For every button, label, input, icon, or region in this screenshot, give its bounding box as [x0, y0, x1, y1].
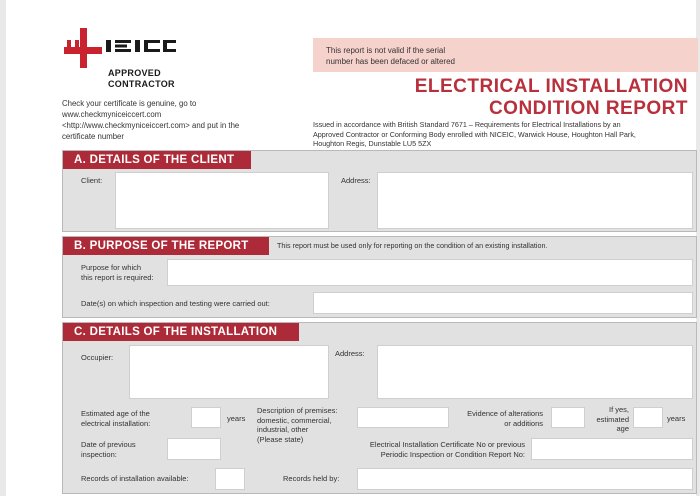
report-title: ELECTRICAL INSTALLATION CONDITION REPORT — [414, 76, 688, 119]
purpose-label: Purpose for which this report is required: — [81, 263, 154, 282]
inspection-dates-field[interactable] — [313, 292, 693, 314]
client-field[interactable] — [115, 172, 329, 229]
premises-description-label: Description of premises: domestic, commercial, industrial, other (Please state) — [257, 406, 338, 444]
installation-address-label: Address: — [335, 349, 365, 358]
section-client-details — [62, 150, 697, 232]
section-c-heading: C. DETAILS OF THE INSTALLATION — [63, 323, 299, 341]
client-label: Client: — [81, 176, 103, 185]
premises-description-field[interactable] — [357, 407, 449, 428]
issued-statement: Issued in accordance with British Standard 7671 – Requirements for Electrical Installations by an Approved Contractor or Conforming Body enrolled with NICEIC, Warwick House, Houghton Hall Park, Houghton Regis, Dunstable LU5 5ZX — [313, 120, 636, 148]
inspection-dates-label: Date(s) on which inspection and testing were carried out: — [81, 299, 270, 308]
purpose-field[interactable] — [167, 259, 693, 286]
section-b-heading: B. PURPOSE OF THE REPORT — [63, 237, 269, 255]
section-report-purpose — [62, 236, 697, 318]
alterations-evidence-label: Evidence of alterations or additions — [467, 409, 543, 428]
alterations-age-field[interactable] — [633, 407, 663, 428]
niceic-logo — [62, 28, 182, 90]
certificate-check-text: Check your certificate is genuine, go to www.checkmyniceiccert.com <http://www.checkmyniceiccert.com> and put in the certificate number — [62, 98, 302, 142]
serial-warning-banner: This report is not valid if the serial number has been defaced or altered — [313, 38, 698, 72]
section-installation-details — [62, 322, 697, 494]
client-address-field[interactable] — [377, 172, 693, 229]
certificate-number-field[interactable] — [531, 438, 693, 460]
purpose-note: This report must be used only for reporting on the condition of an existing installation. — [277, 241, 548, 250]
alterations-years-unit: years — [667, 414, 686, 423]
estimated-age-field[interactable] — [191, 407, 221, 428]
section-a-heading: A. DETAILS OF THE CLIENT — [63, 151, 251, 169]
approved-contractor-label: APPROVED CONTRACTOR — [108, 68, 175, 89]
previous-inspection-label: Date of previous inspection: — [81, 440, 136, 459]
alterations-evidence-field[interactable] — [551, 407, 585, 428]
occupier-field[interactable] — [129, 345, 329, 399]
records-held-label: Records held by: — [283, 474, 340, 483]
check-site-link[interactable]: www.checkmyniceiccert.com — [62, 110, 162, 119]
report-sheet — [6, 0, 696, 496]
estimated-age-label: Estimated age of the electrical installation: — [81, 409, 151, 428]
records-available-label: Records of installation available: — [81, 474, 189, 483]
age-years-unit: years — [227, 414, 246, 423]
records-available-field[interactable] — [215, 468, 245, 490]
client-address-label: Address: — [341, 176, 371, 185]
records-held-field[interactable] — [357, 468, 693, 490]
if-yes-age-label: If yes, estimated age — [596, 405, 629, 433]
installation-address-field[interactable] — [377, 345, 693, 399]
certificate-number-label: Electrical Installation Certificate No or previous Periodic Inspection or Condition Report No: — [369, 440, 525, 459]
niceic-logo-mark — [62, 28, 178, 68]
occupier-label: Occupier: — [81, 353, 114, 362]
previous-inspection-field[interactable] — [167, 438, 221, 460]
